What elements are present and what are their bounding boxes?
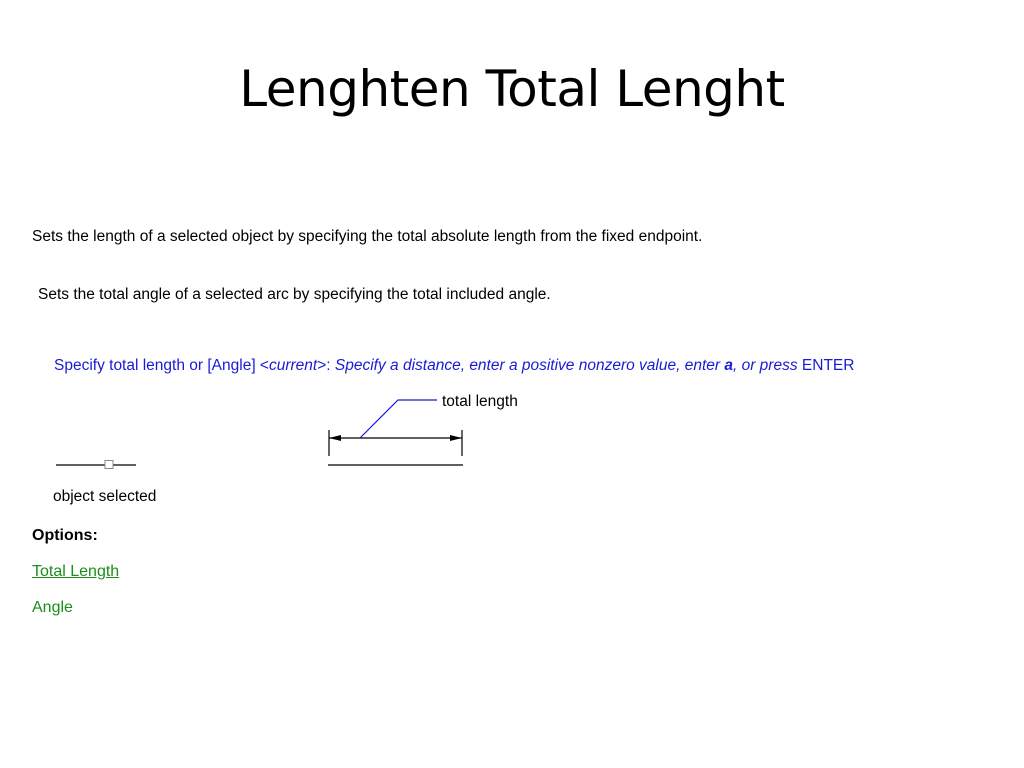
prompt-instruction: Specify a distance, enter a positive nonzero value, enter — [334, 357, 725, 374]
prompt-key: a — [724, 357, 733, 374]
dimension-arrow-left-icon — [329, 435, 341, 441]
dimension-arrow-right-icon — [450, 435, 462, 441]
command-prompt — [54, 355, 854, 377]
prompt-text-1: Specify total length or [Angle] < — [54, 357, 269, 374]
leader-line — [360, 400, 437, 438]
prompt-enter: ENTER — [801, 357, 855, 374]
slide-title: Lenghten Total Lenght — [239, 60, 785, 118]
prompt-text-2: >: — [317, 357, 335, 374]
option-total-length-link[interactable]: Total Length — [32, 563, 120, 580]
prompt-current: current — [268, 357, 318, 374]
selection-grip-icon — [105, 461, 113, 469]
angle-description: Sets the total angle of a selected arc by specifying the total included angle. — [38, 286, 551, 303]
option-angle-link[interactable]: Angle — [32, 599, 73, 616]
prompt-instruction-end: , or press — [732, 357, 802, 374]
options-heading: Options: — [32, 527, 98, 544]
length-description: Sets the length of a selected object by specifying the total absolute length from the fixed endpoint. — [32, 228, 703, 245]
object-selected-label: object selected — [53, 488, 157, 505]
total-length-label: total length — [442, 393, 518, 410]
